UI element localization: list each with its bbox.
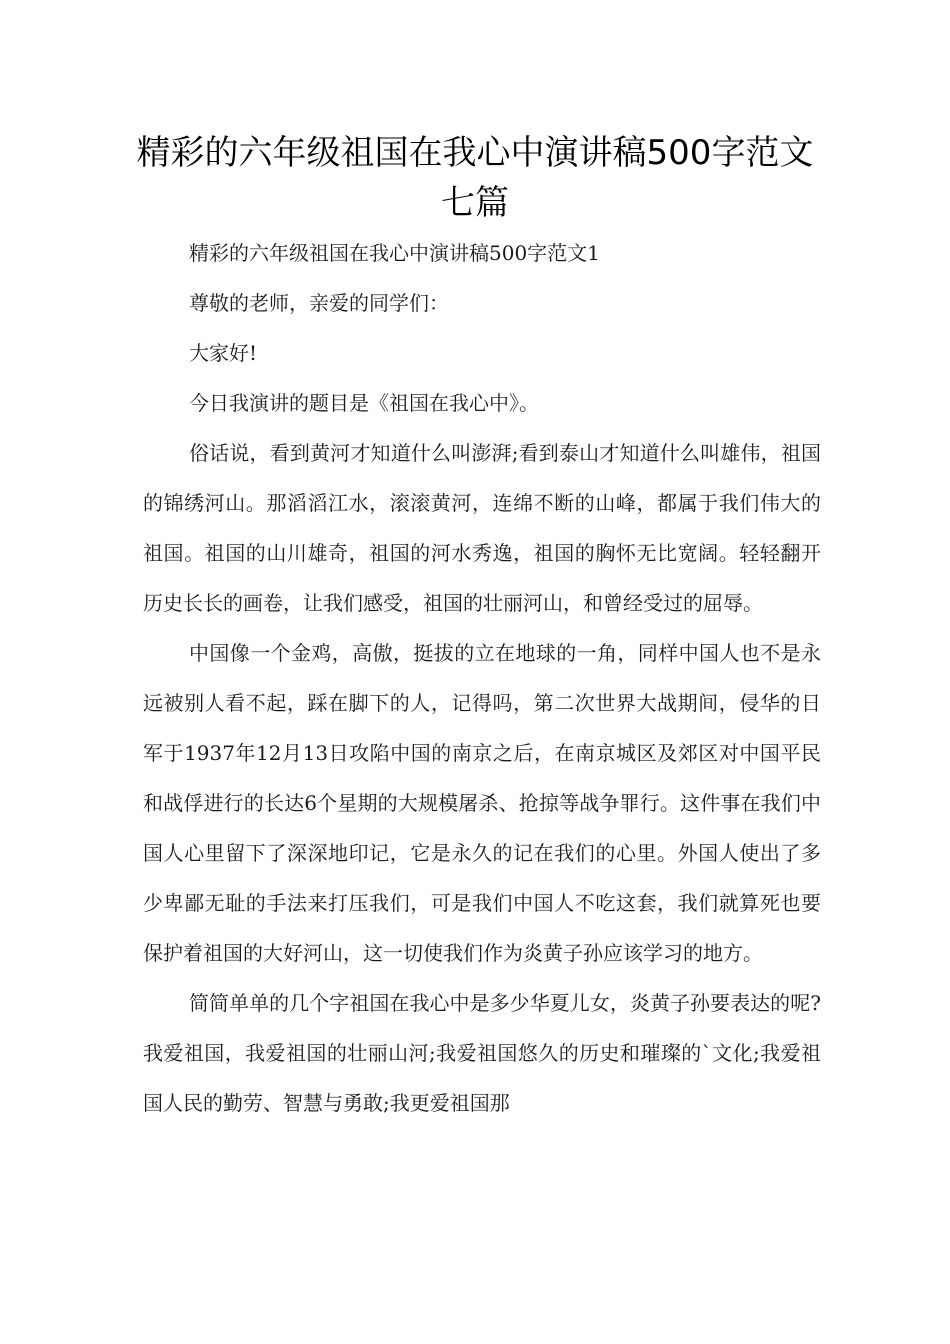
paragraph-greeting-audience: 尊敬的老师，亲爱的同学们： xyxy=(189,291,449,315)
paragraph-body-3: 简简单单的几个字祖国在我心中是多少华夏儿女，炎黄子孙要表达的呢? 我爱祖国，我爱祖国的壮丽山河;我爱祖国悠久的历史和璀璨的`文化;我爱祖国人民的勤劳、智慧与勇敢;我更爱祖国那 xyxy=(143,991,861,1115)
paragraph-topic: 今日我演讲的题目是《祖国在我心中》。 xyxy=(189,391,539,415)
document-body xyxy=(143,228,861,1128)
paragraph-body-1: 俗话说，看到黄河才知道什么叫澎湃;看到泰山才知道什么叫雄伟，祖国的锦绣河山。那滔滔江水，滚滚黄河，连绵不断的山峰，都属于我们伟大的祖国。祖国的山川雄奇，祖国的河水秀逸，祖国的胸怀无比宽阔。轻轻翻开历史长长的画卷，让我们感受，祖国的壮丽河山，和曾经受过的屈辱。 xyxy=(143,441,821,615)
document-title: 精彩的六年级祖国在我心中演讲稿500字范文七篇 xyxy=(136,133,814,223)
paragraph-body-2: 中国像一个金鸡，高傲，挺拔的立在地球的一角，同样中国人也不是永远被别人看不起，踩在脚下的人，记得吗，第二次世界大战期间，侵华的日军于1937年12月13日攻陷中国的南京之后，在南京城区及郊区对中国平民和战俘进行的长达6个星期的大规模屠杀、抢掠等战争罪行。这件事在我们中国人心里留下了深深地印记，它是永久的记在我们的心里。外国人使出了多少卑鄙无耻的手法来打压我们，可是我们中国人不吃这套，我们就算死也要保护着祖国的大好河山，这一切使我们作为炎黄子孙应该学习的地方。 xyxy=(143,641,821,965)
paragraph-subtitle: 精彩的六年级祖国在我心中演讲稿500字范文1 xyxy=(189,241,600,265)
paragraph-greeting: 大家好! xyxy=(189,341,258,365)
